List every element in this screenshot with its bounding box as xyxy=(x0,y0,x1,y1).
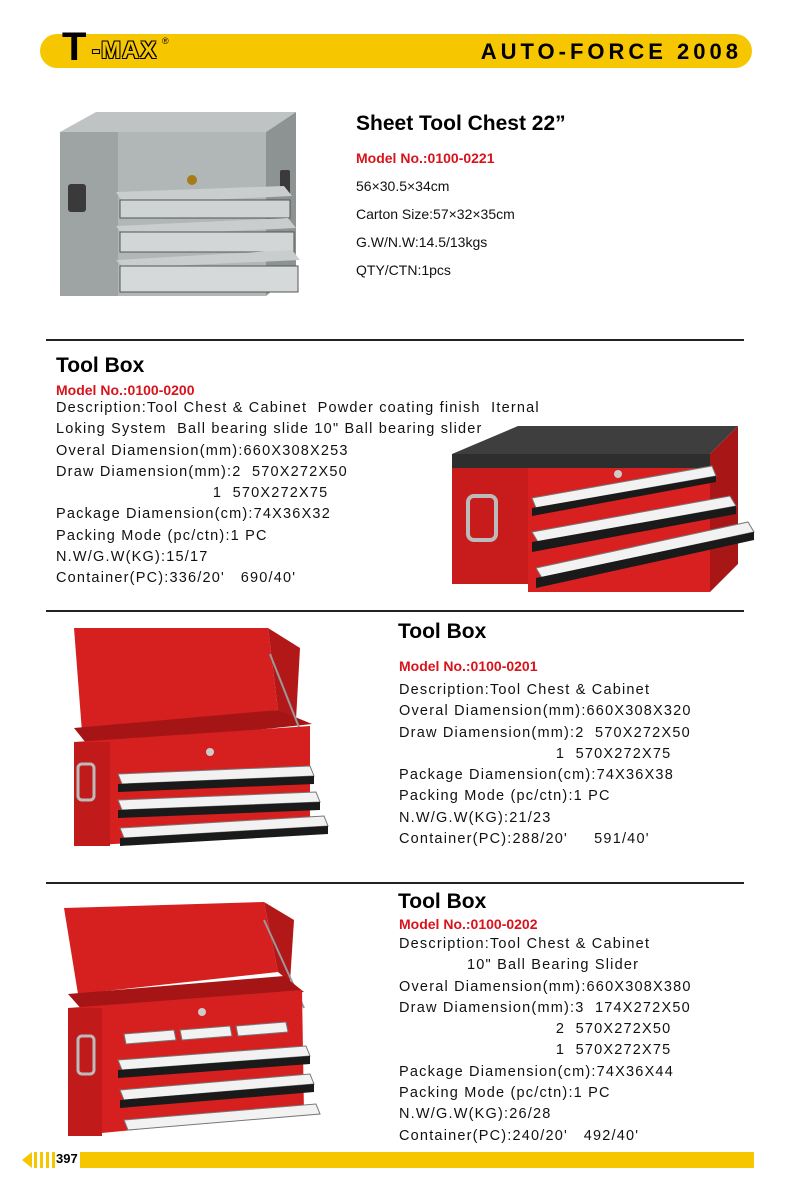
spec-line: Package Diamension(cm):74X36X32 xyxy=(56,506,331,523)
brand-title: AUTO-FORCE 2008 xyxy=(480,39,742,64)
spec-line: Description:Tool Chest & Cabinet xyxy=(399,682,651,698)
product-title: Tool Box xyxy=(398,890,487,913)
model-number: Model No.:0100-0200 xyxy=(56,382,195,398)
spec-line: Package Diamension(cm):74X36X44 xyxy=(399,1063,674,1080)
spec-line: N.W/G.W(KG):21/23 xyxy=(399,809,552,826)
spec-line: Carton Size:57×32×35cm xyxy=(356,206,515,222)
tmax-logo xyxy=(62,26,170,68)
spec-block xyxy=(399,934,692,1147)
spec-line: Draw Diamension(mm):3 174X272X50 xyxy=(399,999,691,1016)
section-divider xyxy=(46,610,744,612)
spec-line: Container(PC):240/20' 492/40' xyxy=(399,1127,640,1144)
product-title: Tool Box xyxy=(56,354,145,377)
spec-line: Packing Mode (pc/ctn):1 PC xyxy=(56,527,268,544)
spec-line: Draw Diamension(mm):2 570X272X50 xyxy=(56,463,348,480)
page-number: 397 xyxy=(56,1151,78,1166)
spec-line: N.W/G.W(KG):26/28 xyxy=(399,1106,552,1123)
grey-tool-chest-image xyxy=(56,100,300,300)
model-number: Model No.:0100-0201 xyxy=(399,658,538,674)
section-divider xyxy=(46,339,744,341)
spec-line: Overal Diamension(mm):660X308X380 xyxy=(399,978,692,995)
spec-line: Draw Diamension(mm):2 570X272X50 xyxy=(399,724,691,741)
spec-line: QTY/CTN:1pcs xyxy=(356,262,451,278)
spec-line: N.W/G.W(KG):15/17 xyxy=(56,549,209,566)
red-tool-box-image xyxy=(448,424,758,600)
spec-line: Package Diamension(cm):74X36X38 xyxy=(399,767,674,784)
spec-line: Description:Tool Chest & Cabinet Powder coating finish Iternal xyxy=(56,400,540,416)
spec-line: 1 570X272X75 xyxy=(399,1042,672,1059)
model-number: Model No.:0100-0221 xyxy=(356,150,495,166)
spec-line: 10" Ball Bearing Slider xyxy=(399,957,640,974)
logo-t: T xyxy=(62,25,87,69)
spec-line: G.W/N.W:14.5/13kgs xyxy=(356,234,488,250)
spec-line: 56×30.5×34cm xyxy=(356,178,450,194)
spec-line: Container(PC):288/20' 591/40' xyxy=(399,831,650,848)
spec-line: 1 570X272X75 xyxy=(399,745,672,762)
spec-line: Packing Mode (pc/ctn):1 PC xyxy=(399,788,611,805)
footer-band xyxy=(80,1152,754,1168)
spec-line: Loking System Ball bearing slide 10" Ball bearing slider xyxy=(56,421,483,438)
spec-line: Description:Tool Chest & Cabinet xyxy=(399,936,651,952)
spec-line: 2 570X272X50 xyxy=(399,1021,672,1038)
logo-max: -MAX xyxy=(92,37,158,64)
product-title: Tool Box xyxy=(398,620,487,643)
logo-registered: ® xyxy=(162,36,169,46)
spec-list xyxy=(356,172,515,284)
spec-block xyxy=(399,680,692,850)
red-tool-chest-open-image xyxy=(60,624,340,856)
section-divider xyxy=(46,882,744,884)
spec-line: 1 570X272X75 xyxy=(56,485,329,502)
spec-line: Container(PC):336/20' 690/40' xyxy=(56,570,297,587)
spec-line: Overal Diamension(mm):660X308X320 xyxy=(399,703,692,720)
model-number: Model No.:0100-0202 xyxy=(399,916,538,932)
red-tool-chest-six-drawer-image xyxy=(54,900,334,1140)
spec-line: Overal Diamension(mm):660X308X253 xyxy=(56,442,349,459)
product-title: Sheet Tool Chest 22” xyxy=(356,112,566,135)
spec-line: Packing Mode (pc/ctn):1 PC xyxy=(399,1085,611,1102)
